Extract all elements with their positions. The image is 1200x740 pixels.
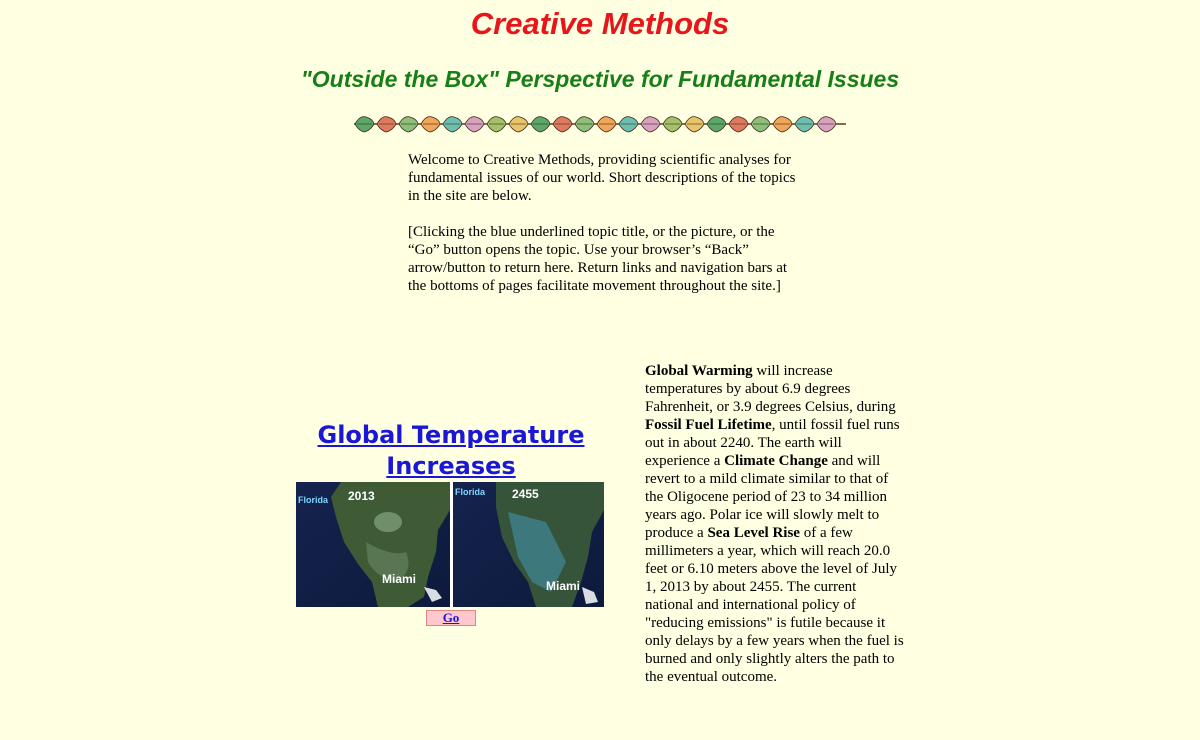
image-label-year-left: 2013: [348, 489, 375, 503]
image-label-region-left: Florida: [298, 495, 329, 505]
image-label-city-right: Miami: [546, 579, 581, 593]
leaf-garland-divider-icon: [354, 114, 846, 134]
page-title: Creative Methods: [470, 6, 730, 41]
intro-instructions: [Clicking the blue underlined topic title, or the picture, or the “Go” button opens the topic. Use your browser’s “Back” arrow/button to return here. Return links and navigation bars at the bottoms of pages facilitate movement throughout the site.]: [408, 224, 788, 294]
description-text: of a few millimeters a year, which will reach 20.0 feet or 6.10 meters above the level of July 1, 2013 by about 2455. The current national and international policy of "reducing emissions" is futile because it only delays by a few years when the fuel is burned and only slightly alters the path to the eventual outcome.: [645, 525, 904, 685]
description-keyword: Fossil Fuel Lifetime: [645, 417, 772, 433]
topic-title-line1: Global Temperature: [317, 421, 585, 449]
description-text: , until fossil fuel runs out in about 2240. The earth will experience a: [645, 417, 900, 469]
image-label-city-left: Miami: [382, 572, 417, 586]
page-subtitle: "Outside the Box" Perspective for Fundamental Issues: [300, 66, 900, 92]
description-text: and will revert to a mild climate similar to that of the Oligocene period of 23 to 34 million years ago. Polar ice will slowly melt to produce a: [645, 453, 889, 541]
go-button[interactable]: Go: [426, 610, 476, 626]
image-label-year-right: 2455: [512, 487, 539, 501]
topic-title-line2: Increases: [386, 452, 516, 480]
description-keyword: Sea Level Rise: [707, 525, 800, 541]
description-keyword: Climate Change: [724, 453, 828, 469]
florida-satellite-image[interactable]: [296, 482, 604, 607]
topic-title-link[interactable]: [296, 420, 606, 482]
description-keyword: Global Warming: [645, 363, 753, 379]
intro-paragraph: Welcome to Creative Methods, providing scientific analyses for fundamental issues of our world. Short descriptions of the topics in the site are below.: [408, 152, 796, 204]
image-label-region-right: Florida: [455, 487, 486, 497]
topic-description: [645, 362, 907, 686]
description-text: will increase temperatures by about 6.9 degrees Fahrenheit, or 3.9 degrees Celsius, during: [645, 363, 896, 415]
intro-text: [408, 151, 798, 313]
